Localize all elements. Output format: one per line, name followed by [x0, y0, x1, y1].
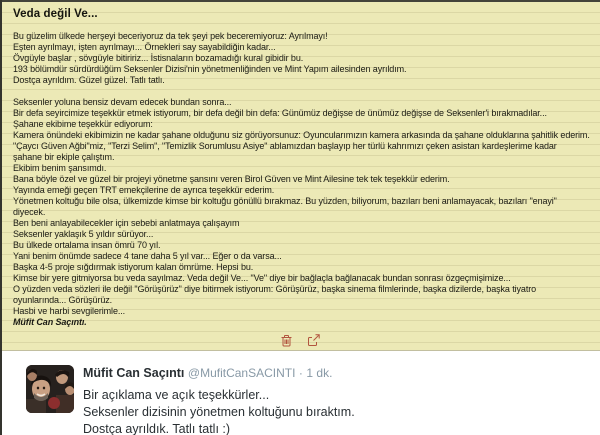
tweet-header — [83, 366, 583, 382]
note-line: Övgüyle başlar , sövgüyle bitiririz... İstisnaların bozamadığı kural gibidir bu. — [13, 53, 304, 63]
note-line: Ekibim benim şansımdı. — [13, 163, 107, 173]
note-toolbar — [0, 334, 600, 347]
note-line: Yönetmen koltuğu bile olsa, ülkemizde kimse bir koltuğu gönüllü bırakmaz. Bu yüzden, biliyorum, bazıları beni anlamayacak, bazıları "enayi" — [13, 196, 557, 206]
note-line: Yani benim önümde sadece 4 tane daha 5 yıl var... Eğer o da varsa... — [13, 251, 282, 261]
note-line: Hasbi ve harbi sevgilerimle... — [13, 306, 126, 316]
note-line: Dostça ayrıldım. Güzel güzel. Tatlı tatlı. — [13, 75, 165, 85]
tweet-text-line: Seksenler dizisinin yönetmen koltuğunu bıraktım. — [83, 405, 355, 419]
note-line: Kimse bir yere gitmiyorsa bu veda sayılmaz. Veda değil Ve... "Ve" diye bir bağlaçla bağlanacak bundan sonrası özgeçmişimize... — [13, 273, 511, 283]
note-body — [13, 31, 600, 328]
note-line: Bir defa seyircimize teşekkür etmek istiyorum, bir defa değil bin defa: Günümüz değişse de ünümüz değişse de Seksenler'i bırakmadılar... — [13, 108, 547, 118]
tweet-text-line: Bir açıklama ve açık teşekkürler... — [83, 388, 270, 402]
tweet-text-line: Dostça ayrıldık. Tatlı tatlı :) — [83, 422, 231, 435]
note-line: 193 bölümdür sürdürdüğüm Seksenler Dizisi'nin yönetmenliğinden ve Mint Yapım ailesinden ayrıldım. — [13, 64, 407, 74]
avatar[interactable] — [26, 365, 74, 413]
note-title: Veda değil Ve... — [13, 8, 98, 20]
note-line: Seksenler yoluna bensiz devam edecek bundan sonra... — [13, 97, 232, 107]
tweet-timestamp[interactable]: 1 dk. — [306, 366, 333, 380]
screenshot-left-border — [0, 0, 2, 435]
note-line: şahane bir ekiple çalıştım. — [13, 152, 115, 162]
note-line — [13, 86, 600, 97]
note-line: Kamera önündeki ekibimizin ne kadar şahane olduğunu siz görüyorsunuz: Oyuncularımızın kamera arkasında da şahane olduklarına şahitlik ederim. — [13, 130, 590, 140]
note-line: Bu güzelim ülkede herşeyi beceriyoruz da tek şeyi pek beceremiyoruz: Ayrılmayı! — [13, 31, 328, 41]
tweet-content — [83, 366, 583, 435]
note-line: Bu ülkede ortalama insan ömrü 70 yıl. — [13, 240, 161, 250]
note-line: Eşten ayrılmayı, işten ayrılmayı... Örnekleri say sayabildiğin kadar... — [13, 42, 276, 52]
tweet — [0, 352, 600, 435]
note-line: Seksenler yaklaşık 5 yıldır sürüyor... — [13, 229, 154, 239]
tweet-text — [83, 387, 583, 435]
note-line: Müfit Can Saçıntı. — [13, 317, 87, 327]
tweet-handle[interactable]: @MufitCanSACINTI — [187, 366, 296, 380]
share-icon — [307, 334, 320, 347]
tweet-display-name[interactable]: Müfit Can Saçıntı — [83, 366, 185, 380]
note-line: Başka 4-5 proje sığdırmak istiyorum kalan ömrüme. Hepsi bu. — [13, 262, 254, 272]
note-line: diyecek. — [13, 207, 46, 217]
note-line: Şahane ekibime teşekkür ediyorum: — [13, 119, 153, 129]
note-line: Yayında emeği geçen TRT emekçilerine de ayrıca teşekkür ederim. — [13, 185, 275, 195]
trash-icon — [281, 334, 292, 347]
note-line: "Çaycı Güven Ağbi"miz, "Terzi Selim", "Temizlik Sorumlusu Asiye" ablamızdan başlayıp her türlü kahrımızı çeken asistan kardeşlerime kadar — [13, 141, 557, 151]
note-line: O yüzden veda sözleri ile değil "Görüşürüz" diye bitirmek istiyorum: Görüşürüz, başka sinema filmlerinde, başka dizilerde, başka tiyatro — [13, 284, 537, 294]
tweet-separator: · — [298, 366, 303, 380]
note-line: oyunlarında... Görüşürüz. — [13, 295, 113, 305]
note-line: Bana böyle özel ve güzel bir projeyi yönetme şansını veren Birol Güven ve Mint Ailesine tek tek teşekkür ederim. — [13, 174, 450, 184]
note-line: Ben beni anlayabilecekler için sebebi anlatmaya çalışayım — [13, 218, 240, 228]
